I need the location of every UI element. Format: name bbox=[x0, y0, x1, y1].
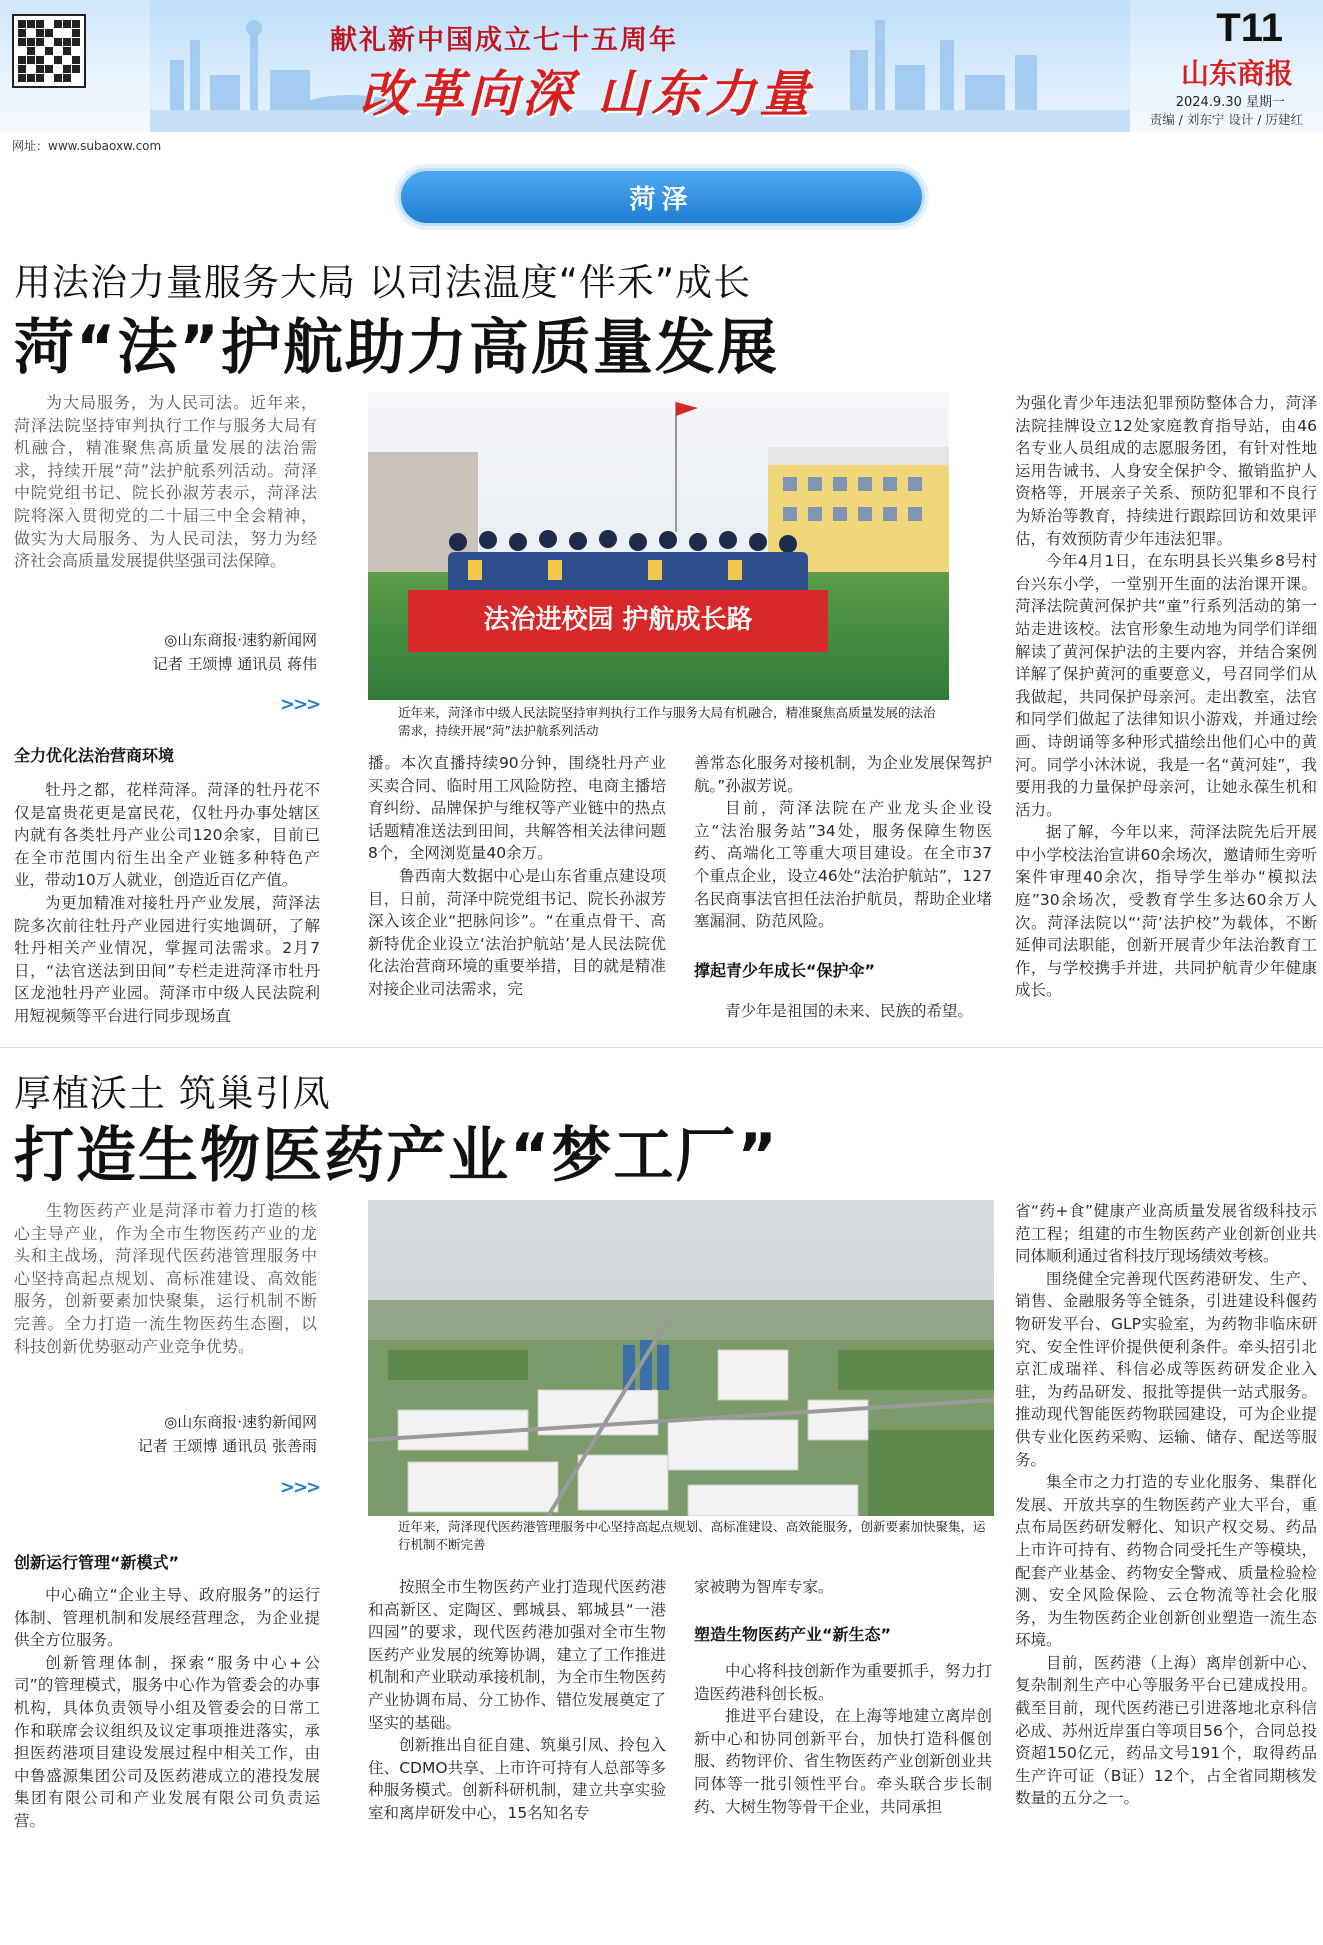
article1-arrows-icon: >>> bbox=[280, 694, 320, 715]
article1-col2-p1: 播。本次直播持续90分钟，围绕牡丹产业买卖合同、临时用工风险防控、电商主播培育纠纷、品牌保护与维权等产业链中的热点话题精准送法到田间，共解答相关法律问题8个，全网浏览量40余万。 bbox=[368, 754, 666, 863]
article2-col4-p3: 集全市之力打造的专业化服务、集群化发展、开放共享的生物医药产业大平台，重点布局医药研发孵化、知识产权交易、药品上市许可持有、药物合同受托生产等模块，配套产业基金、药物安全警戒、质量检验检测、安全风险保险、云仓物流等社会化服务，为生物医药企业创新创业塑造一流生态环境。 bbox=[1015, 1473, 1317, 1650]
article1-col3-p3: 青少年是祖国的未来、民族的希望。 bbox=[725, 1002, 974, 1020]
article2-kicker: 厚植沃土 筑巢引凤 bbox=[14, 1072, 331, 1115]
article1-col4-p1: 为强化青少年违法犯罪预防整体合力，菏泽法院挂牌设立12处家庭教育指导站，由46名专业人员组成的志愿服务团，有针对性地运用告诫书、人身安全保护令、撤销监护人资格等，开展亲子关系、预防犯罪和不良行为矫治等教育，持续进行跟踪回访和效果评估，有效预防青少年违法犯罪。 bbox=[1015, 394, 1317, 548]
article1-col2-p2: 鲁西南大数据中心是山东省重点建设项目，日前，菏泽中院党组书记、院长孙淑芳深入该企业“把脉问诊”。“在重点骨干、高新特优企业设立‘法治护航站’是人民法院优化法治营商环境的重要举措，目的就是精准对接企业司法需求，完 bbox=[368, 866, 666, 998]
masthead bbox=[0, 0, 1323, 132]
article1-col3 bbox=[694, 752, 992, 933]
article2-subhead2: 塑造生物医药产业“新生态” bbox=[694, 1625, 892, 1644]
article2-col1 bbox=[14, 1584, 320, 1833]
article1-byline-reporters: 记者 王颂博 通讯员 蒋伟 bbox=[152, 655, 317, 673]
article1-col2 bbox=[368, 752, 666, 1001]
masthead-slogan: 改革向深 山东力量 bbox=[360, 64, 814, 123]
editor-credits: 责编 / 刘东宁 设计 / 厉建红 bbox=[1149, 112, 1303, 127]
banner-text: 法治进校园 护航成长路 bbox=[483, 605, 753, 635]
article2-intro bbox=[14, 1200, 317, 1358]
masthead-sub-slogan: 献礼新中国成立七十五周年 bbox=[330, 25, 678, 56]
article2-col1-p1: 中心确立“企业主导、政府服务”的运行体制、管理机制和发展经营理念，为企业提供全方位服务。 bbox=[14, 1586, 320, 1650]
publication-date: 2024.9.30 星期一 bbox=[1175, 95, 1285, 110]
article2-col4-p1: 省“药+食”健康产业高质量发展省级科技示范工程；组建的市生物医药产业创新创业共同体顺利通过省科技厅现场绩效考核。 bbox=[1015, 1202, 1317, 1266]
article2-subhead1: 创新运行管理“新模式” bbox=[14, 1553, 180, 1572]
article1-byline-source: ◎山东商报·速豹新闻网 bbox=[164, 631, 317, 649]
section-divider bbox=[0, 1047, 1323, 1048]
article1-col1-p1: 牡丹之都，花样菏泽。菏泽的牡丹花不仅是富贵花更是富民花，仅牡丹办事处辖区内就有各类牡丹产业公司120余家，目前已在全市范围内衍生出全产业链多种特色产业，带动10万人就业，创造近百亿产值。 bbox=[14, 781, 320, 890]
article1-col3c bbox=[694, 1000, 992, 1023]
article2-intro-text: 生物医药产业是菏泽市着力打造的核心主导产业，作为全市生物医药产业的龙头和主战场，菏泽现代医药港管理服务中心坚持高起点规划、高标准建设、高效能服务，创新要素加快聚集，运行机制不断完善。全力打造一流生物医药生态圈，以科技创新优势驱动产业竞争优势。 bbox=[14, 1201, 317, 1356]
article2-byline-reporters: 记者 王颂博 通讯员 张善雨 bbox=[137, 1437, 317, 1455]
newspaper-name: 山东商报 bbox=[1180, 57, 1293, 90]
article2-byline-source: ◎山东商报·速豹新闻网 bbox=[164, 1413, 317, 1431]
article1-col4-p2: 今年4月1日，在东明县长兴集乡8号村台兴东小学，一堂别开生面的法治课开课。菏泽法院黄河保护共“童”行系列活动的第一站走进该校。法官形象生动地为同学们详细解读了黄河保护法的主要内容，并结合案例详解了保护黄河的重要意义，号召同学们从我做起，共同保护母亲河。走出教室，法官和同学们做起了法律知识小游戏，并通过绘画、诗朗诵等多种形式描绘出他们心中的黄河。同学小沐沐说，我是一名“黄河娃”，我要用我的力量保护母亲河，让她永葆生机和活力。 bbox=[1015, 552, 1317, 819]
article1-intro-text: 为大局服务，为人民司法。近年来，菏泽法院坚持审判执行工作与服务大局有机融合，精准聚焦高质量发展的法治需求，持续开展“菏”法护航系列活动。菏泽中院党组书记、院长孙淑芳表示，菏泽法院将深入贯彻党的二十届三中全会精神，做实为大局服务、为人民司法，努力为经济社会高质量发展提供坚强司法保障。 bbox=[14, 393, 317, 571]
article1-photo-caption: 近年来，菏泽市中级人民法院坚持审判执行工作与服务大局有机融合，精准聚焦高质量发展的法治需求，持续开展“菏”法护航系列活动 bbox=[398, 705, 936, 738]
article1-col1 bbox=[14, 779, 320, 1028]
region-name: 菏泽 bbox=[629, 184, 694, 215]
article1-kicker: 用法治力量服务大局 以司法温度“伴禾”成长 bbox=[14, 261, 752, 304]
article1-col4-p3: 据了解，今年以来，菏泽法院先后开展中小学校法治宣讲60余场次，邀请师生旁听案件审理40余次，指导学生举办“模拟法庭”30余场次，受教育学生多达60余万人次。菏泽法院以“‘菏’法护校”为载体，不断延伸司法职能，创新开展青少年法治教育工作，与学校携手并进，共同护航青少年健康成长。 bbox=[1015, 823, 1317, 1000]
article1-col4 bbox=[1015, 392, 1317, 1002]
article2-col3-p3: 推进平台建设，在上海等地建立离岸创新中心和协同创新平台，加快打造科偃创服、药物评价、省生物医药产业创新创业共同体等一批引领性平台。牵头联合步长制药、大树生物等骨干企业，共同承担 bbox=[694, 1707, 992, 1816]
article2-col4 bbox=[1015, 1200, 1317, 1810]
article2-col3 bbox=[694, 1576, 992, 1599]
school-children-photo bbox=[368, 392, 949, 700]
region-banner bbox=[398, 168, 925, 226]
article1-subhead1: 全力优化法治营商环境 bbox=[14, 746, 175, 765]
article2-arrows-icon: >>> bbox=[280, 1477, 320, 1498]
industrial-park-aerial-photo bbox=[368, 1200, 994, 1516]
article1-byline bbox=[14, 628, 317, 676]
article2-col4-p2: 围绕健全完善现代医药港研发、生产、销售、金融服务等全链条，引进建设科偃药物研发平台、GLP实验室，为药物非临床研究、安全性评价提供便利条件。牵头招引北京汇成瑞祥、科信必成等医药研发企业入驻，为药品研发、报批等提供一站式服务。推动现代智能医药物联园建设，可为企业提供专业化医药采购、运输、储存、配送等服务。 bbox=[1015, 1269, 1317, 1469]
article2-headline: 打造生物医药产业“梦工厂” bbox=[14, 1121, 779, 1191]
article1-col3-p2: 目前，菏泽法院在产业龙头企业设立“法治服务站”34处，服务保障生物医药、高端化工等重大项目建设。在全市37个重点企业，设立46处“法治护航站”，127名民商事法官担任法治护航员，帮助企业堵塞漏洞、防范风险。 bbox=[694, 799, 992, 931]
article2-col1-p2: 创新管理体制，探索“服务中心+公司”的管理模式，服务中心作为管委会的办事机构，具体负责领导小组及管委会的日常工作和联席会议组织及议定事项推进落实，承担医药港项目建设发展过程中相关工作，由中鲁盛源集团公司及医药港成立的港投发展集团有限公司和产业发展有限公司负责运营。 bbox=[14, 1653, 320, 1830]
article1-intro bbox=[14, 392, 317, 573]
article2-photo-caption: 近年来，菏泽现代医药港管理服务中心坚持高起点规划、高标准建设、高效能服务，创新要素加快聚集，运行机制不断完善 bbox=[398, 1519, 986, 1552]
article2-col3b bbox=[694, 1660, 992, 1818]
article1-subhead2: 撑起青少年成长“保护伞” bbox=[694, 961, 876, 980]
article2-col3-p1: 家被聘为智库专家。 bbox=[694, 1578, 834, 1596]
article2-col3-p2: 中心将科技创新作为重要抓手，努力打造医药港科创长板。 bbox=[694, 1662, 992, 1703]
qr-code-icon bbox=[12, 14, 86, 88]
article1-photo bbox=[368, 392, 949, 700]
article2-col2-p2: 创新推出自征自建、筑巢引凤、拎包入住、CDMO共享、上市许可持有人总部等多种服务模式。创新科研机制，建立共享实验室和离岸研发中心，15名知名专 bbox=[368, 1736, 666, 1822]
article1-col1-p2: 为更加精准对接牡丹产业发展，菏泽法院多次前往牡丹产业园进行实地调研，了解牡丹相关产业情况，掌握司法需求。2月7日，“法官送法到田间”专栏走进菏泽市牡丹区龙池牡丹产业园。菏泽市中级人民法院利用短视频等平台进行同步现场直 bbox=[14, 893, 320, 1025]
article2-col2-p1: 按照全市生物医药产业打造现代医药港和高新区、定陶区、鄄城县、郓城县“一港四园”的要求，现代医药港加强对全市生物医药产业发展的统筹协调，建立了工作推进机制和产业联动承接机制，为全市生物医药产业协调布局、分工协作、错位发展奠定了坚实的基础。 bbox=[368, 1578, 666, 1732]
article2-byline bbox=[14, 1410, 317, 1458]
article1-headline: 菏“法”护航助力高质量发展 bbox=[14, 313, 779, 383]
article2-photo bbox=[368, 1200, 994, 1516]
page-number: T11 bbox=[1216, 6, 1283, 50]
article2-col2 bbox=[368, 1576, 666, 1825]
article1-col3-p1: 善常态化服务对接机制，为企业发展保驾护航。”孙淑芳说。 bbox=[694, 754, 992, 795]
article2-col4-p4: 目前，医药港（上海）离岸创新中心、复杂制剂生产中心等服务平台已建成投用。截至目前，现代医药港已引进落地北京科信必成、苏州近岸蛋白等项目56个，合同总投资超150亿元，药品文号191个，取得药品生产许可证（B证）12个，占全省同期核发数量的五分之一。 bbox=[1015, 1653, 1317, 1808]
website-url[interactable]: 网址：www.subaoxw.com bbox=[12, 139, 162, 153]
